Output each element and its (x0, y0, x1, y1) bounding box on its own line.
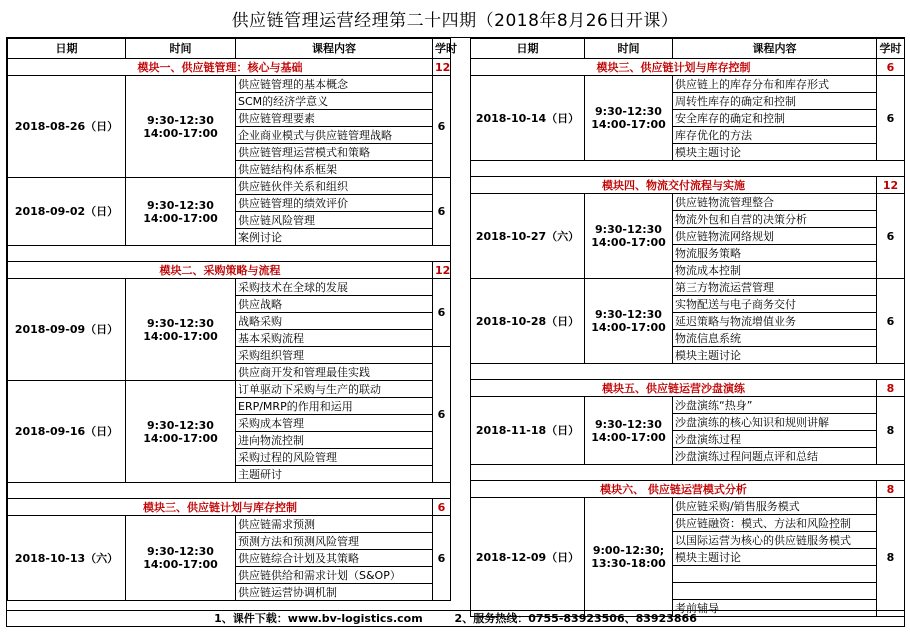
header-date: 日期 (471, 39, 585, 59)
course-item: 供应链需求预测 (236, 516, 433, 533)
course-item: 模块主题讨论 (673, 549, 877, 566)
course-item: SCM的经济学意义 (236, 93, 433, 110)
module-title: 模块四、物流交付流程与实施 (471, 177, 877, 194)
course-item: 供应商开发和管理最佳实践 (236, 364, 433, 381)
module-hours: 8 (877, 380, 905, 397)
footer-info (7, 610, 904, 627)
course-item: 基本采购流程 (236, 330, 433, 347)
course-item (673, 566, 877, 583)
session-date: 2018-09-09（日） (8, 279, 126, 381)
session-date: 2018-10-13（六） (8, 516, 126, 601)
session-date: 2018-10-14（日） (471, 76, 585, 161)
course-item: 供应链结构体系框架 (236, 161, 433, 178)
module-title: 模块六、 供应链运营模式分析 (471, 481, 877, 498)
course-item: 采购成本管理 (236, 415, 433, 432)
session-hours: 6 (877, 76, 905, 161)
course-item: 供应链综合计划及其策略 (236, 550, 433, 567)
session-time: 9:30-12:30 14:00-17:00 (126, 76, 236, 178)
schedule-table-right (470, 38, 905, 617)
course-item: 供应链管理的基本概念 (236, 76, 433, 93)
course-item: 沙盘演练“热身” (673, 397, 877, 414)
session-date: 2018-11-18（日） (471, 397, 585, 465)
download-info: 1、课件下载：www.bv-logistics.com (214, 612, 423, 625)
session-hours: 6 (433, 76, 451, 178)
session-date: 2018-12-09（日） (471, 498, 585, 617)
header-content: 课程内容 (673, 39, 877, 59)
module-title: 模块三、供应链计划与库存控制 (8, 499, 433, 516)
course-item: 物流成本控制 (673, 262, 877, 279)
course-item: 供应链伙伴关系和组织 (236, 178, 433, 195)
module-hours: 12 (433, 59, 451, 76)
spacer-row (471, 465, 905, 481)
course-item: 库存优化的方法 (673, 127, 877, 144)
session-hours: 6 (433, 516, 451, 601)
course-item: 供应链物流网络规划 (673, 228, 877, 245)
course-item: 沙盘演练的核心知识和规则讲解 (673, 414, 877, 431)
header-hours: 学时 (877, 39, 905, 59)
course-item: 以国际运营为核心的供应链服务模式 (673, 532, 877, 549)
course-item: 进向物流控制 (236, 432, 433, 449)
spacer-row (471, 161, 905, 177)
course-item: 安全库存的确定和控制 (673, 110, 877, 127)
module-hours: 6 (433, 499, 451, 516)
schedule-table-left (7, 38, 457, 601)
module-hours: 8 (877, 481, 905, 498)
session-time: 9:30-12:30 14:00-17:00 (585, 397, 673, 465)
session-time: 9:30-12:30 14:00-17:00 (126, 178, 236, 246)
session-hours: 6 (877, 194, 905, 279)
course-item: 供应链供给和需求计划（S&OP） (236, 567, 433, 584)
course-item: 模块主题讨论 (673, 347, 877, 364)
session-date: 2018-08-26（日） (8, 76, 126, 178)
course-item: 采购组织管理 (236, 347, 433, 364)
session-time: 9:30-12:30 14:00-17:00 (585, 279, 673, 364)
course-item: 延迟策略与物流增值业务 (673, 313, 877, 330)
session-hours: 6 (433, 347, 451, 483)
course-item: ERP/MRP的作用和运用 (236, 398, 433, 415)
session-hours: 6 (433, 178, 451, 246)
session-date: 2018-09-02（日） (8, 178, 126, 246)
course-item: 供应链上的库存分布和库存形式 (673, 76, 877, 93)
course-item: 采购技术在全球的发展 (236, 279, 433, 296)
session-date: 2018-09-16（日） (8, 381, 126, 483)
spacer-row (8, 246, 451, 262)
course-item: 预测方法和预测风险管理 (236, 533, 433, 550)
session-time: 9:30-12:30 14:00-17:00 (585, 194, 673, 279)
module-title: 模块三、供应链计划与库存控制 (471, 59, 877, 76)
course-item: 供应链采购/销售服务模式 (673, 498, 877, 515)
course-item: 采购过程的风险管理 (236, 449, 433, 466)
course-item: 物流信息系统 (673, 330, 877, 347)
course-item: 考前辅导 (673, 600, 877, 617)
course-item: 物流外包和自营的决策分析 (673, 211, 877, 228)
course-item: 供应链管理要素 (236, 110, 433, 127)
session-hours: 6 (433, 279, 451, 347)
course-item: 沙盘演练过程问题点评和总结 (673, 448, 877, 465)
module-title: 模块二、采购策略与流程 (8, 262, 433, 279)
course-item: 主题研讨 (236, 466, 433, 483)
header-time: 时间 (585, 39, 673, 59)
course-item: 周转性库存的确定和控制 (673, 93, 877, 110)
session-hours: 8 (877, 498, 905, 617)
header-date: 日期 (8, 39, 126, 59)
course-item: 企业商业模式与供应链管理战略 (236, 127, 433, 144)
session-time: 9:00-12:30; 13:30-18:00 (585, 498, 673, 617)
course-item: 第三方物流运营管理 (673, 279, 877, 296)
course-item: 供应链管理的绩效评价 (236, 195, 433, 212)
course-item: 供应链管理运营模式和策略 (236, 144, 433, 161)
session-time: 9:30-12:30 14:00-17:00 (126, 381, 236, 483)
session-time: 9:30-12:30 14:00-17:00 (585, 76, 673, 161)
session-date: 2018-10-28（日） (471, 279, 585, 364)
spacer-row (8, 483, 451, 499)
hotline-info: 2、服务热线：0755-83923506、83923866 (454, 612, 697, 625)
course-item: 供应链风险管理 (236, 212, 433, 229)
course-item: 供应链物流管理整合 (673, 194, 877, 211)
header-hours: 学时 (433, 39, 451, 59)
spacer-row (471, 364, 905, 380)
page-title: 供应链管理运营经理第二十四期（2018年8月26日开课） (231, 11, 679, 31)
course-item: 订单驱动下采购与生产的联动 (236, 381, 433, 398)
course-item: 实物配送与电子商务交付 (673, 296, 877, 313)
session-date: 2018-10-27（六） (471, 194, 585, 279)
module-hours: 12 (877, 177, 905, 194)
course-item: 物流服务策略 (673, 245, 877, 262)
module-hours: 12 (433, 262, 451, 279)
session-hours: 6 (877, 279, 905, 364)
header-content: 课程内容 (236, 39, 433, 59)
session-time: 9:30-12:30 14:00-17:00 (126, 279, 236, 381)
course-item: 供应链融资：模式、方法和风险控制 (673, 515, 877, 532)
course-item: 供应链运营协调机制 (236, 584, 433, 601)
module-hours: 6 (877, 59, 905, 76)
session-time: 9:30-12:30 14:00-17:00 (126, 516, 236, 601)
course-item: 沙盘演练过程 (673, 431, 877, 448)
header-time: 时间 (126, 39, 236, 59)
course-item (673, 583, 877, 600)
module-title: 模块五、供应链运营沙盘演练 (471, 380, 877, 397)
session-hours: 8 (877, 397, 905, 465)
course-item: 模块主题讨论 (673, 144, 877, 161)
course-item: 供应战略 (236, 296, 433, 313)
course-item: 案例讨论 (236, 229, 433, 246)
course-item: 战略采购 (236, 313, 433, 330)
module-title: 模块一、供应链管理：核心与基础 (8, 59, 433, 76)
